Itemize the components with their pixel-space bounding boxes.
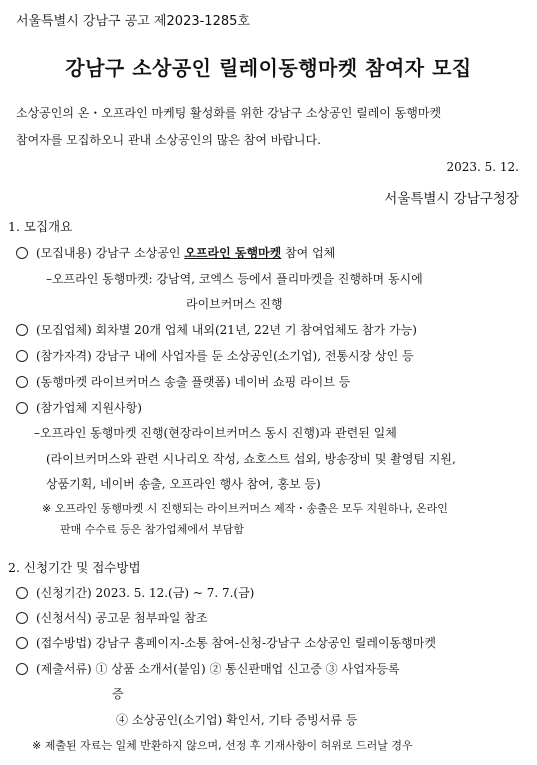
item-text: (제출서류) ① 상품 소개서(붙임) ② 통신판매업 신고증 ③ 사업자등록 [36, 662, 400, 676]
intro-line-1: 소상공인의 온・오프라인 마케팅 활성화를 위한 강남구 소상공인 릴레이 동행마켓 [16, 106, 442, 120]
item-text: (접수방법) 강남구 홈페이지-소통 참여-신청-강남구 소상공인 릴레이동행마켓 [36, 636, 436, 650]
item-text: (참가업체 지원사항) [36, 401, 142, 415]
section-2-item-form [16, 609, 208, 626]
section-2-item-4-sub: ④ 소상공인(소기업) 확인서, 기타 증빙서류 등 [116, 713, 358, 727]
section-1-item-recruit-content [16, 244, 335, 261]
section-2-item-period [16, 584, 254, 601]
page-title: 강남구 소상공인 릴레이동행마켓 참여자 모집 [65, 56, 472, 80]
notice-date: 2023. 5. 12. [446, 160, 519, 174]
section-1-item-5-sub-2: (라이브커머스와 관련 시나리오 작성, 쇼호스트 섭외, 방송장비 및 촬영팀 지원, [46, 452, 456, 466]
circle-bullet-icon [16, 324, 28, 336]
section-1-item-support [16, 399, 142, 416]
section-1-item-1-sub-1: –오프라인 동행마켓: 강남역, 코엑스 등에서 플리마켓을 진행하며 동시에 [46, 272, 423, 286]
section-1-item-recruit-target [16, 321, 417, 338]
section-1-note-line-2: 판매 수수료 등은 참가업체에서 부담함 [60, 523, 245, 536]
circle-bullet-icon [16, 350, 28, 362]
circle-bullet-icon [16, 612, 28, 624]
item-text: (신청기간) 2023. 5. 12.(금) ~ 7. 7.(금) [36, 586, 255, 600]
notice-number: 서울특별시 강남구 공고 제2023-1285호 [16, 14, 250, 29]
item-text: (동행마켓 라이브커머스 송출 플랫폼) 네이버 쇼핑 라이브 등 [36, 375, 351, 389]
section-2-heading: 2. 신청기간 및 접수방법 [8, 560, 141, 575]
intro-line-2: 참여자를 모집하오니 관내 소상공인의 많은 참여 바랍니다. [16, 133, 321, 147]
item-text: (신청서식) 공고문 첨부파일 참조 [36, 611, 208, 625]
section-2-item-method [16, 634, 436, 651]
section-1-item-5-sub-1: –오프라인 동행마켓 진행(현장라이브커머스 동시 진행)과 관련된 일체 [34, 426, 397, 440]
item-label-suffix: 참여 업체 [281, 246, 336, 260]
section-2-item-documents [16, 660, 399, 677]
issuing-office: 서울특별시 강남구청장 [384, 191, 519, 207]
section-1-item-eligibility [16, 347, 414, 364]
circle-bullet-icon [16, 247, 28, 259]
circle-bullet-icon [16, 587, 28, 599]
section-1-heading: 1. 모집개요 [8, 219, 73, 234]
section-2-item-4-continuation: 증 [112, 687, 124, 701]
section-1-note-line-1: ※ 오프라인 동행마켓 시 진행되는 라이브커머스 제작・송출은 모두 지원하나, 온라인 [42, 502, 448, 515]
section-1-item-platform [16, 373, 350, 390]
section-2-note: ※ 제출된 자료는 일체 반환하지 않으며, 선정 후 기재사항이 허위로 드러날 경우 [32, 739, 413, 752]
circle-bullet-icon [16, 376, 28, 388]
item-label: (모집내용) 강남구 소상공인 [36, 246, 185, 260]
circle-bullet-icon [16, 663, 28, 675]
section-1-item-1-sub-2: 라이브커머스 진행 [186, 297, 283, 311]
item-text: (모집업체) 회차별 20개 업체 내외(21년, 22년 기 참여업체도 참가 가능) [36, 323, 417, 337]
section-1-item-5-sub-3: 상품기획, 네이버 송출, 오프라인 행사 참여, 홍보 등) [46, 477, 321, 491]
highlight-offline-market: 오프라인 동행마켓 [184, 246, 282, 260]
circle-bullet-icon [16, 402, 28, 414]
circle-bullet-icon [16, 637, 28, 649]
item-text: (참가자격) 강남구 내에 사업자를 둔 소상공인(소기업), 전통시장 상인 등 [36, 349, 414, 363]
